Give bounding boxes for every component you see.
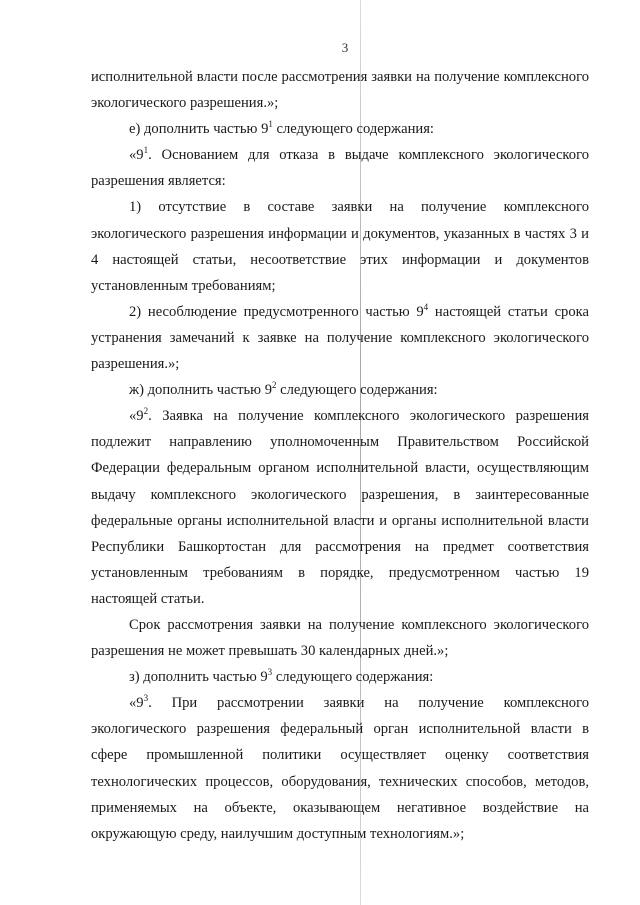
paragraph-text: ж) дополнить частью 9	[129, 382, 272, 399]
paragraph-text: следующего содержания:	[272, 121, 434, 138]
paragraph-text: е) дополнить частью 9	[129, 121, 269, 138]
superscript: 2	[143, 406, 149, 417]
paragraph-text: Срок рассмотрения заявки на получение комплексного экологического разрешения не может превышать 30 календарных дней.»;	[91, 616, 589, 660]
paragraph	[91, 664, 589, 690]
superscript: 1	[143, 145, 149, 156]
paragraph	[91, 116, 589, 142]
paragraph-text: . Основанием для отказа в выдаче комплексного экологического разрешения является:	[91, 147, 589, 190]
document-body	[91, 64, 589, 847]
superscript: 1	[268, 119, 273, 130]
paragraph-text: з) дополнить частью 9	[129, 669, 268, 686]
paragraph	[91, 142, 589, 194]
superscript: 3	[267, 667, 273, 678]
page-number: 3	[341, 40, 349, 55]
paragraph-text: «9	[129, 408, 144, 425]
paragraph-text: следующего содержания:	[276, 382, 438, 399]
paragraph-text: исполнительной власти после рассмотрения заявки на получение комплексного экологического разрешения.»;	[91, 69, 589, 112]
paragraph	[91, 690, 589, 847]
paragraph	[91, 194, 589, 298]
paragraph-text: «9	[129, 695, 144, 712]
paragraph	[91, 299, 589, 377]
paragraph	[91, 64, 589, 116]
paragraph	[91, 403, 589, 612]
paragraph-text: следующего содержания:	[272, 669, 434, 686]
superscript: 2	[272, 380, 277, 391]
paragraph-text: настоящей статьи срока устранения замечаний к заявке на получение комплексного экологического разрешения.»;	[91, 303, 589, 373]
superscript: 4	[423, 301, 429, 312]
paragraph-text: 2) несоблюдение предусмотренного частью 9	[129, 303, 424, 320]
paragraph	[91, 377, 589, 403]
paragraph	[91, 612, 589, 664]
paragraph-text: 1) отсутствие в составе заявки на получение комплексного экологического разрешения информации и документов, указанных в частях 3 и 4 настоящей статьи, несоответствие этих информации и документов установленным требованиям;	[91, 199, 589, 294]
paragraph-text: «9	[129, 147, 144, 164]
paragraph-text: . Заявка на получение комплексного экологического разрешения подлежит направлению уполномоченным Правительством Российской Федерации федеральным органом исполнительной власти, осуществляющим выдачу комплексного экологического разрешения, в заинтересованные федеральные органы исполнительной власти и органы исполнительной власти Республики Башкортостан для рассмотрения на предмет соответствия установленным требованиям в порядке, предусмотренном частью 19 настоящей статьи.	[91, 408, 589, 607]
paragraph-text: . При рассмотрении заявки на получение комплексного экологического разрешения федеральный орган исполнительной власти в сфере промышленной политики осуществляет оценку соответствия технологических процессов, оборудования, технических способов, методов, применяемых на объекте, оказывающем негативное воздействие на окружающую среду, наилучшим доступным технологиям.»;	[91, 695, 589, 842]
superscript: 3	[143, 693, 149, 704]
